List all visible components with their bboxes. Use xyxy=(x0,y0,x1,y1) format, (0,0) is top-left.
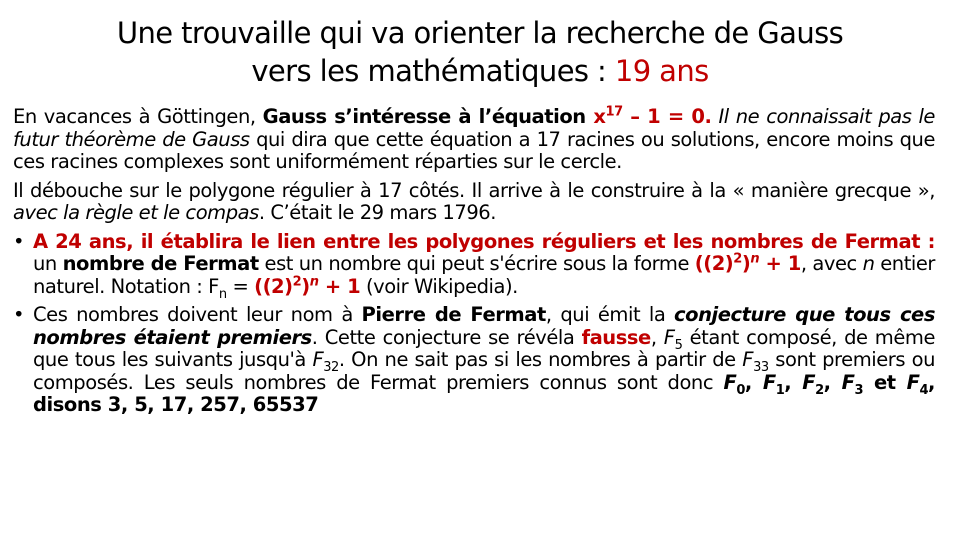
b1-text-3: nombre de Fermat xyxy=(62,252,259,275)
b2-text-2: Pierre de Fermat xyxy=(361,303,546,326)
paragraph-equation xyxy=(13,106,935,174)
p1-text-3: Il ne connaissait pas le futur théorème de Gauss xyxy=(13,105,935,151)
b2-f33-sub: 33 xyxy=(753,359,769,375)
b2-text-3: , qui émit la xyxy=(545,303,675,326)
f2-sub: 2 xyxy=(815,382,824,398)
formula-2-close: ) xyxy=(301,274,310,298)
p1-text-1: En vacances à Göttingen, xyxy=(13,105,263,128)
bullet-fermat-link xyxy=(13,229,935,302)
f4-sub: 4 xyxy=(919,382,929,398)
b1-text-6: n xyxy=(862,252,875,275)
b2-text-1: Ces nombres doivent leur nom à xyxy=(33,303,362,326)
f1-sub: 1 xyxy=(775,382,785,398)
f0-sub: 0 xyxy=(736,382,745,398)
sep-2: , xyxy=(823,370,842,394)
b1-text-1: A 24 ans, il établira le lien entre les polygones réguliers et les nombres de Fermat : xyxy=(33,229,935,253)
b2-f32-sub: 32 xyxy=(323,359,339,375)
b2-f5-sub: 5 xyxy=(674,337,683,353)
f3-sub: 3 xyxy=(854,382,864,398)
formula-2-plus: + 1 xyxy=(318,274,361,298)
equation xyxy=(593,105,711,128)
b1-text-7: entier naturel. Notation : F xyxy=(33,252,935,298)
fermat-formula-2 xyxy=(254,275,360,298)
sep-1: , xyxy=(784,370,803,394)
formula-2-n: n xyxy=(309,274,319,289)
bullet-marker: • xyxy=(13,303,25,326)
bullet-fermat-conjecture xyxy=(13,304,935,417)
b2-text-5: . Cette conjecture se révéla xyxy=(311,325,582,349)
equation-x: x xyxy=(593,105,606,128)
b1-text-5: , avec xyxy=(800,252,863,275)
b2-f33: F xyxy=(742,348,754,371)
b1-text-10: (voir Wikipedia). xyxy=(360,274,518,298)
b1-text-4: est un nombre qui peut s'écrire sous la forme xyxy=(258,252,695,275)
formula-2-base: ((2) xyxy=(254,274,293,298)
f2: F xyxy=(802,370,816,394)
b2-text-10: étant composé, de même que tous les suivants jusqu'à xyxy=(33,325,935,371)
formula-1-sup: 2 xyxy=(733,251,742,267)
title-line-2-text: vers les mathématiques : xyxy=(251,54,615,88)
b2-f32: F xyxy=(312,348,324,371)
title-age: 19 ans xyxy=(614,54,709,88)
prime-values: , disons 3, 5, 17, 257, 65537 xyxy=(33,370,936,416)
equation-rest: – 1 = 0. xyxy=(622,105,712,128)
b2-conjecture: conjecture que tous ces nombres étaient premiers xyxy=(33,303,935,349)
slide-body xyxy=(13,106,935,423)
f0: F xyxy=(723,370,737,394)
title-line-2 xyxy=(0,52,960,90)
p1-text-4: qui dira que cette équation a 17 racines ou solutions, encore moins que ces racines complexes sont uniformément réparties sur le cercle. xyxy=(13,127,935,173)
formula-1-close: ) xyxy=(741,252,751,275)
b2-text-7: , xyxy=(650,325,664,349)
formula-1-base: ((2) xyxy=(694,252,734,275)
formula-2-sup: 2 xyxy=(292,274,302,289)
equation-exponent: 17 xyxy=(605,104,623,120)
b2-text-16: sont premiers ou composés. Les seuls nombres de Fermat premiers connus sont donc xyxy=(33,348,935,394)
bullet-marker: • xyxy=(13,229,25,253)
b2-text-13: . On ne sait pas si les nombres à partir de xyxy=(338,348,743,371)
fermat-formula-1 xyxy=(695,252,801,275)
paragraph-polygon xyxy=(13,180,935,225)
f3: F xyxy=(841,370,855,394)
formula-1-plus: + 1 xyxy=(759,252,801,275)
b1-sub-n: n xyxy=(218,286,227,302)
p2-text-3: . C’était le 29 mars 1796. xyxy=(258,201,497,224)
p2-text-2: avec la règle et le compas xyxy=(13,201,259,224)
p1-text-2: Gauss s’intéresse à l’équation xyxy=(262,105,594,128)
b2-f5: F xyxy=(663,325,675,349)
title-line-1: Une trouvaille qui va orienter la recherche de Gauss xyxy=(116,16,844,50)
formula-1-n: n xyxy=(750,251,760,267)
b2-false: fausse xyxy=(581,325,651,349)
sep-3: et xyxy=(863,370,907,394)
b1-text-9: = xyxy=(226,274,255,298)
f1: F xyxy=(762,370,776,394)
p2-text-1: Il débouche sur le polygone régulier à 17 côtés. Il arrive à le construire à la « manière grecque », xyxy=(13,178,935,202)
f4: F xyxy=(906,370,920,394)
sep-0: , xyxy=(744,370,763,394)
bullet-list xyxy=(13,231,935,417)
b1-text-2: un xyxy=(33,252,63,275)
slide-title xyxy=(0,14,960,90)
